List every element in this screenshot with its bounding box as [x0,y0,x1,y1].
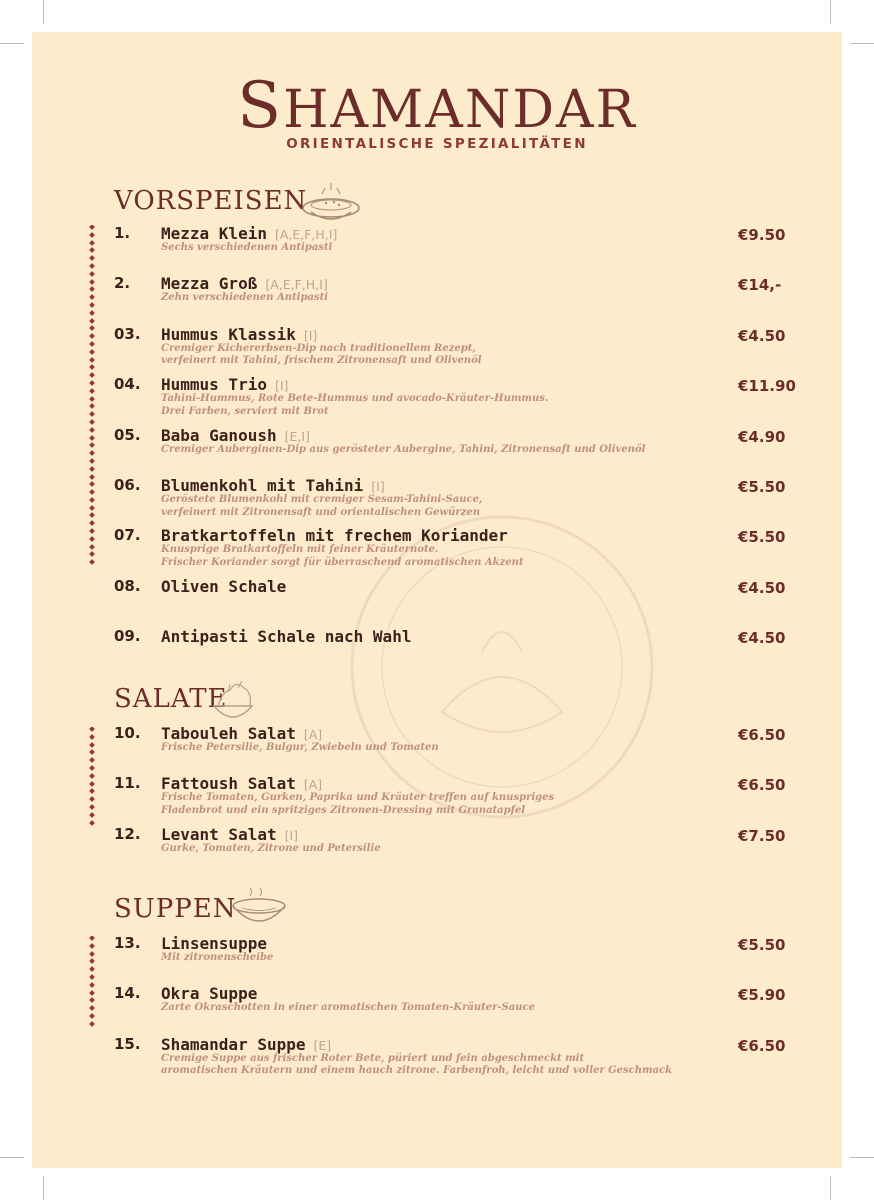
ornament-diamond [89,990,95,996]
item-description [161,444,645,457]
item-allergens: [E,I] [284,428,310,444]
ornament-diamond [89,765,95,771]
crop-mark [43,0,44,24]
ornament-diamond [89,263,95,269]
ornament-diamond [89,789,95,795]
crop-mark [850,43,874,44]
ornament-diamond [89,528,95,534]
item-name-text: Hummus Trio [161,375,267,395]
item-allergens: [A] [303,777,323,793]
crop-mark [850,1157,874,1158]
item-price: €6.50 [738,1036,786,1055]
item-description [161,494,482,519]
item-description-line: Sechs verschiedenen Antipasti [161,242,333,253]
item-number: 11. [114,774,141,793]
ornament-diamond [89,365,95,371]
item-allergens: [A,E,F,H,I] [265,277,328,293]
item-number: 10. [114,724,141,742]
item-number: 15. [114,1034,141,1053]
ornament-diamond [89,998,95,1004]
ornament-diamond [89,435,95,441]
ornament-diamond [89,240,95,246]
ornament-diamond [89,466,95,472]
item-name-text: Shamandar Suppe [161,1034,306,1054]
item-name-text: Tabouleh Salat [161,724,296,743]
item-name-text: Antipasti Schale nach Wahl [161,627,412,647]
ornament-diamond [89,427,95,433]
item-allergens: [A,E,F,H,I] [274,227,338,242]
ornament-diamond [89,450,95,456]
item-name [161,724,322,743]
hummus-bowl-icon [298,172,364,226]
section-title-vorspeisen: VORSPEISEN [114,186,308,216]
ornament-diamond [89,536,95,542]
ornament-diamond [89,773,95,779]
item-price: €7.50 [738,826,786,845]
ornament-diamond [89,349,95,355]
item-description-line: Frischer Koriander sorgt für überraschend aromatischen Akzent [161,556,524,568]
ornament-diamond [89,936,95,941]
item-price: €4.90 [738,427,786,446]
item-allergens: [E] [313,1037,332,1053]
item-number: 14. [114,984,141,1003]
item-price: €6.50 [738,776,786,795]
ornament-diamond [89,497,95,503]
item-description-line: verfeinert mit Tahini, frischem Zitronensaft und Olivenöl [161,355,482,367]
item-name [161,476,385,495]
ornament-diamond [89,734,95,740]
ornament-diamond [89,513,95,519]
item-description-line: Tahini-Hummus, Rote Bete-Hummus und avocado-Kräuter-Hummus. [161,393,549,405]
item-price: €4.50 [738,578,786,597]
item-description-line: Cremiger Kichererbsen-Dip nach traditionellem Rezept, [161,342,476,354]
item-number: 1. [114,224,131,242]
ornament-diamond [89,489,95,495]
ornament-diamond [89,966,95,972]
item-allergens: [I] [284,827,299,843]
item-name [161,934,267,953]
item-description [161,1002,535,1015]
ornament-diamond [89,411,95,417]
ornament-diamond [89,333,95,339]
item-description [161,792,554,817]
ornament-diamond [89,820,95,826]
ornament-border [86,936,98,1054]
ornament-diamond [89,271,95,277]
item-price: €11.90 [738,377,796,396]
item-name [161,325,317,344]
ornament-diamond [89,812,95,818]
item-description-line: aromatischen Kräutern und einem hauch zitrone. Farbenfroh, leicht und voller Geschmack [161,1065,673,1077]
ornament-diamond [89,255,95,261]
ornament-diamond [89,442,95,448]
item-allergens: [I] [371,479,385,494]
item-name-text: Linsensuppe [161,934,267,953]
item-name-text: Hummus Klassik [161,324,296,344]
ornament-diamond [89,951,95,957]
item-number: 2. [114,274,131,293]
item-name [161,984,257,1003]
ornament-diamond [89,727,95,732]
ornament-diamond [89,1013,95,1019]
item-name [161,526,508,545]
ornament-diamond [89,1021,95,1027]
ornament-diamond [89,804,95,810]
ornament-diamond [89,559,95,565]
brand-name: SHAMANDAR [237,69,637,143]
item-price: €14,- [738,276,782,295]
item-allergens: [A] [303,727,323,742]
ornament-diamond [89,248,95,254]
ornament-diamond [89,481,95,487]
ornament-diamond [89,310,95,316]
item-description [161,242,332,255]
item-number: 13. [114,934,141,952]
ornament-diamond [89,388,95,394]
ornament-diamond [89,302,95,308]
item-description-line: Frische Petersilie, Bulgur, Zwiebeln und Tomaten [161,742,439,753]
crop-mark [43,1176,44,1200]
ornament-diamond [89,943,95,949]
item-price: €9.50 [738,226,786,244]
crop-mark [0,43,24,44]
menu-page [32,32,842,1168]
ornament-diamond [89,326,95,332]
item-description-line: Gurke, Tomaten, Zitrone und Petersilie [161,842,381,854]
item-description [161,952,273,965]
item-price: €6.50 [738,726,786,744]
ornament-diamond [89,757,95,763]
item-description-line: Cremige Suppe aus frischer Roter Bete, püriert und fein abgeschmeckt mit [161,1052,585,1064]
item-name-text: Okra Suppe [161,984,258,1004]
item-name [161,627,411,646]
ornament-diamond [89,1005,95,1011]
ornament-diamond [89,294,95,300]
item-price: €4.50 [738,326,786,345]
ornament-diamond [89,232,95,238]
item-name-text: Mezza Klein [161,224,267,243]
ornament-diamond [89,225,95,230]
section-title-salate: SALATE [114,684,228,714]
soup-bowl-icon [230,888,288,928]
item-name-text: Baba Ganoush [161,425,277,445]
item-description-line: Drei Farben, serviert mit Brot [161,405,329,417]
item-description [161,1053,672,1078]
crop-mark [830,0,831,24]
item-name-text: Mezza Groß [161,274,258,294]
ornament-diamond [89,474,95,480]
ornament-diamond [89,505,95,511]
ornament-diamond [89,396,95,402]
ornament-diamond [89,458,95,464]
salad-bowl-icon [208,672,258,726]
item-name-text: Levant Salat [161,824,277,844]
item-name [161,577,286,596]
item-description-line: Zarte Okraschotten in einer aromatischen Tomaten-Kräuter-Sauce [161,1002,535,1014]
item-description-line: Zehn verschiedenen Antipasti [161,292,328,304]
item-price: €5.90 [738,986,786,1005]
item-name [161,426,310,445]
item-description-line: Fladenbrot und ein spritziges Zitronen-Dressing mit Granatapfel [161,804,526,816]
item-name-text: Fattoush Salat [161,774,296,794]
ornament-border [86,225,98,645]
ornament-diamond [89,372,95,378]
ornament-diamond [89,959,95,965]
item-name [161,774,322,793]
ornament-diamond [89,982,95,988]
item-name [161,224,337,243]
ornament-diamond [89,750,95,756]
ornament-diamond [89,279,95,285]
item-description-line: verfeinert mit Zitronensaft und orientalischen Gewürzen [161,506,481,518]
item-description-line: Knusprige Bratkartoffeln mit feiner Kräuternote. [161,544,439,556]
item-allergens: [I] [303,327,318,343]
ornament-diamond [89,742,95,748]
item-allergens: [I] [274,378,289,394]
item-name [161,825,298,844]
item-number: 05. [114,425,141,444]
item-description-line: Cremiger Auberginen-Dip aus gerösteter Aubergine, Tahini, Zitronensaft und Olivenöl [161,443,646,455]
item-number: 03. [114,324,141,343]
item-description [161,292,328,305]
item-description [161,544,524,569]
item-description-line: Geröstete Blumenkohl mit cremiger Sesam-Tahini-Sauce, [161,494,483,505]
item-name [161,274,328,293]
item-name-text: Blumenkohl mit Tahini [161,476,364,495]
ornament-diamond [89,318,95,324]
item-number: 07. [114,526,141,545]
item-name [161,375,288,394]
item-name-text: Oliven Schale [161,576,287,596]
item-description [161,742,439,755]
ornament-diamond [89,544,95,550]
item-name [161,1035,331,1054]
section-title-suppen: SUPPEN [114,894,237,924]
ornament-diamond [89,974,95,980]
item-number: 06. [114,476,141,494]
ornament-diamond [89,796,95,802]
ornament-diamond [89,341,95,347]
item-name-text: Bratkartoffeln mit frechem Koriander [161,526,508,546]
ornament-diamond [89,552,95,558]
item-number: 12. [114,824,141,843]
item-number: 09. [114,627,141,646]
ornament-diamond [89,419,95,425]
item-description-line: Mit zitronenscheibe [161,952,274,963]
item-description-line: Frische Tomaten, Gurken, Paprika und Kräuter treffen auf knuspriges [161,792,555,804]
ornament-diamond [89,520,95,526]
item-number: 04. [114,375,141,394]
item-price: €4.50 [738,629,786,648]
ornament-diamond [89,380,95,386]
crop-mark [0,1157,24,1158]
ornament-diamond [89,357,95,363]
ornament-border [86,727,98,855]
item-number: 08. [114,576,141,595]
ornament-diamond [89,287,95,293]
item-description [161,393,548,418]
item-price: €5.50 [738,936,786,954]
crop-mark [830,1176,831,1200]
item-description [161,343,482,368]
item-price: €5.50 [738,528,786,547]
brand-tagline: ORIENTALISCHE SPEZIALITÄTEN [286,136,588,152]
ornament-diamond [89,403,95,409]
item-price: €5.50 [738,478,786,496]
item-description [161,843,381,856]
ornament-diamond [89,781,95,787]
